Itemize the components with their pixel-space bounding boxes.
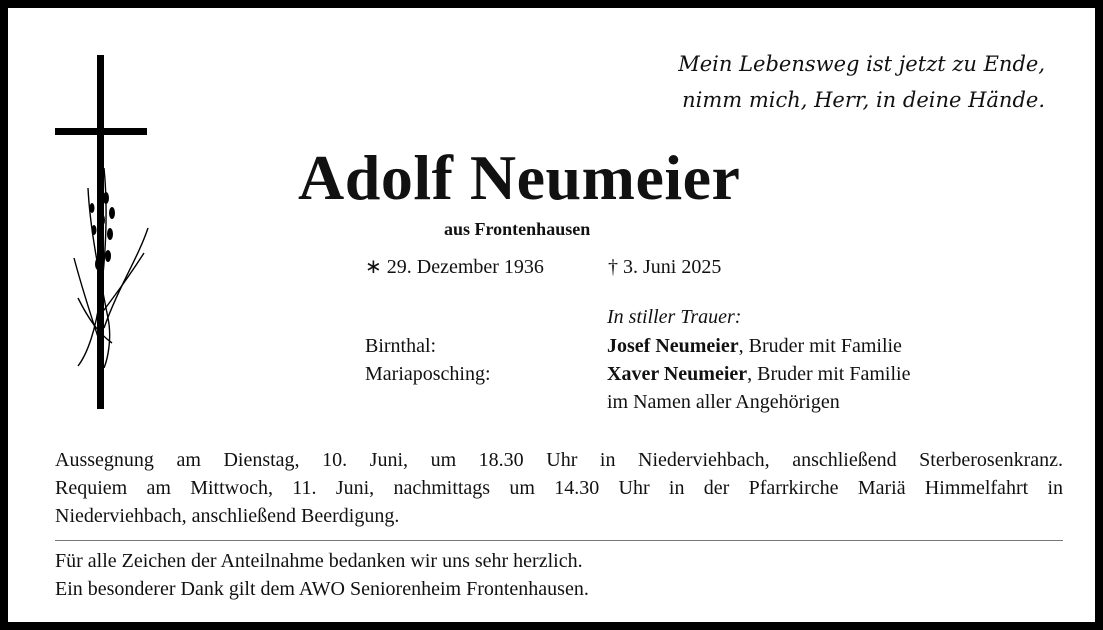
service-line-2: Requiem am Mittwoch, 11. Juni, nachmittags um 14.30 Uhr in der Pfarrkirche Mariä Himmelfahrt in [55, 477, 1063, 499]
cross-beam [55, 128, 147, 135]
birth-date: ∗ 29. Dezember 1936 [365, 256, 544, 278]
deceased-name: Adolf Neumeier [298, 142, 741, 213]
wheat-icon [68, 168, 152, 368]
mourners-label: In stiller Trauer: [607, 306, 742, 328]
mourner-relation: , Bruder mit Familie [747, 363, 911, 385]
divider [55, 540, 1063, 541]
thanks [55, 547, 589, 603]
thanks-line-2: Ein besonderer Dank gilt dem AWO Seniorenheim Frontenhausen. [55, 578, 589, 600]
mourners-closing: im Namen aller Angehörigen [607, 391, 840, 413]
deceased-origin: aus Frontenhausen [444, 219, 591, 239]
life-dates [365, 254, 721, 279]
mourner-place: Mariaposching: [365, 363, 491, 385]
mourner-entry [607, 360, 910, 389]
verse-line-1: Mein Lebensweg ist jetzt zu Ende, [678, 52, 1045, 76]
mourner-entry [607, 332, 902, 361]
verse-line-2: nimm mich, Herr, in deine Hände. [682, 88, 1045, 112]
service-line-3: Niederviehbach, anschließend Beerdigung. [55, 505, 400, 527]
mourner-place: Birnthal: [365, 335, 437, 357]
service-details [55, 446, 1063, 530]
service-line-1: Aussegnung am Dienstag, 10. Juni, um 18.30 Uhr in Niederviehbach, anschließend Sterberosenkranz. [55, 449, 1063, 471]
mourner-relation: , Bruder mit Familie [738, 335, 902, 357]
mourner-name: Josef Neumeier [607, 335, 739, 357]
verse [678, 46, 1045, 118]
death-date: † 3. Juni 2025 [608, 256, 722, 278]
mourner-name: Xaver Neumeier [607, 363, 748, 385]
thanks-line-1: Für alle Zeichen der Anteilnahme bedanken wir uns sehr herzlich. [55, 550, 583, 572]
